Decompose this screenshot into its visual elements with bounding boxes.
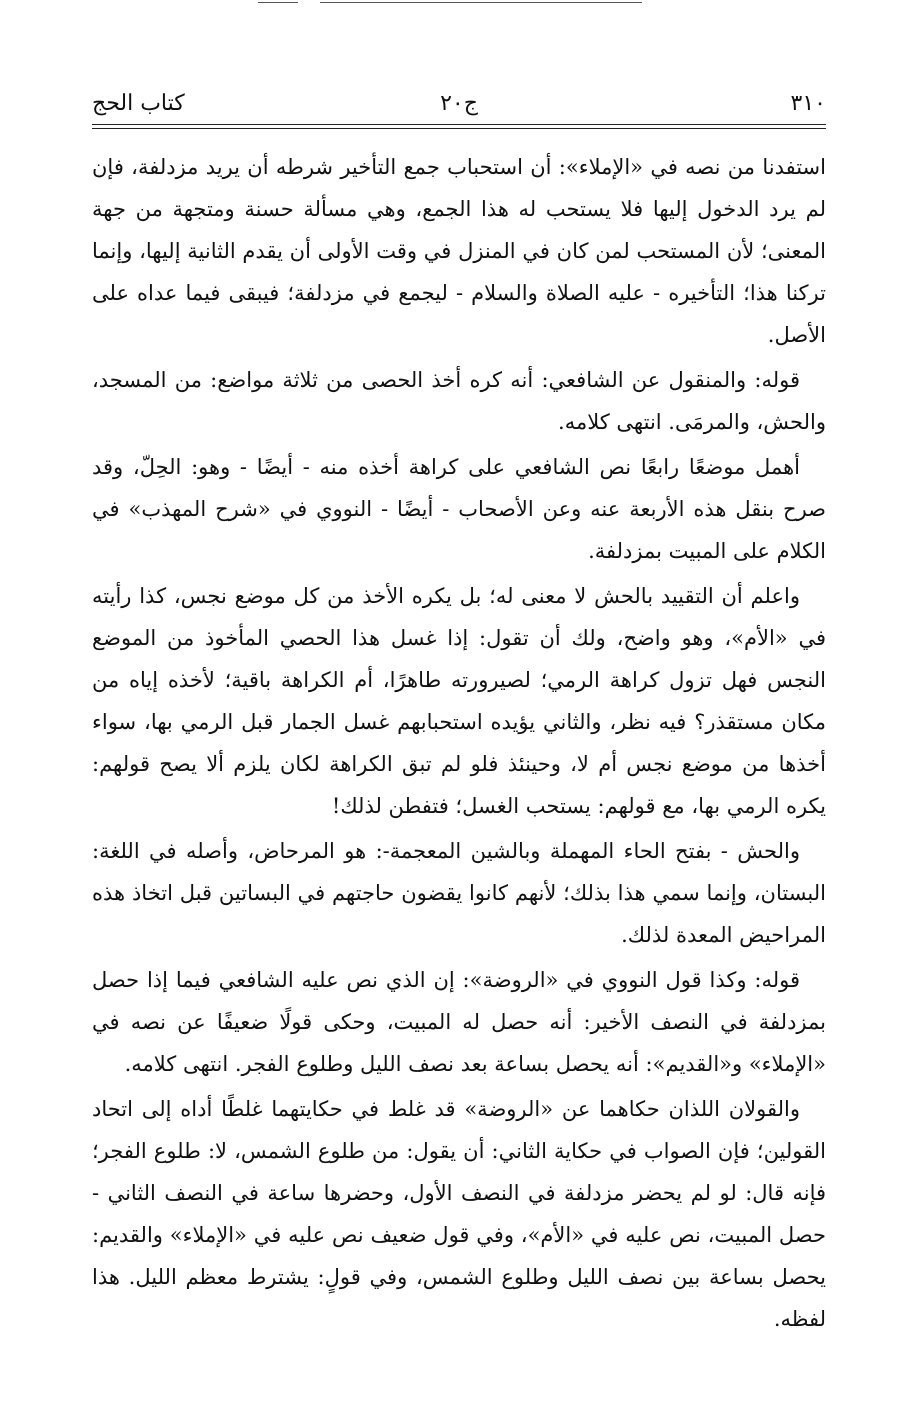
paragraph: واعلم أن التقييد بالحش لا معنى له؛ بل يكره الأخذ من كل موضع نجس، كذا رأيته في «الأم»، وهو واضح، ولك أن تقول: إذا غسل هذا الحصي المأخوذ من الموضع النجس فهل تزول كراهة الرمي؛ لصيرورته طاهرًا، أم الكراهة باقية؛ لأخذه إياه من مكان مستقذر؟ فيه نظر، والثاني يؤيده استحبابهم غسل الجمار قبل الرمي بها، سواء أخذها من موضع نجس أم لا، وحينئذ فلو لم تبق الكراهة لكان يلزم ألا يصح قولهم: يكره الرمي بها، مع قولهم: يستحب الغسل؛ فتفطن لذلك!: [92, 584, 826, 818]
paragraph: قوله: والمنقول عن الشافعي: أنه كره أخذ الحصى من ثلاثة مواضع: من المسجد، والحش، والمرمَى. انتهى كلامه.: [92, 368, 826, 434]
edge-mark: [320, 2, 642, 3]
paragraph: استفدنا من نصه في «الإملاء»: أن استحباب جمع التأخير شرطه أن يريد مزدلفة، فإن لم يرد الدخول إليها فلا يستحب له هذا الجمع، وهي مسألة حسنة ومتجهة من جهة المعنى؛ لأن المستحب لمن كان في المنزل في وقت الأولى أن يقدم الثانية إليها، وإنما تركنا هذا؛ التأخيره - عليه الصلاة والسلام - ليجمع في مزدلفة؛ فيبقى فيما عداه على الأصل.: [92, 155, 826, 347]
header-rule-top: [92, 124, 826, 125]
edge-mark: [258, 2, 298, 3]
paragraph: والحش - بفتح الحاء المهملة وبالشين المعجمة-: هو المرحاض، وأصله في اللغة: البستان، وإنما سمي هذا بذلك؛ لأنهم كانوا يقضون حاجتهم في البساتين قبل اتخاذ هذه المراحيض المعدة لذلك.: [92, 839, 826, 947]
page-header: [92, 82, 826, 126]
book-title: كتاب الحج: [92, 91, 185, 116]
page-number: ٣١٠: [790, 91, 826, 116]
top-edge-marks: [0, 0, 914, 10]
paragraph: أهمل موضعًا رابعًا نص الشافعي على كراهة أخذه منه - أيضًا - وهو: الحِلّ، وقد صرح بنقل هذه الأربعة عنه وعن الأصحاب - أيضًا - النووي في «شرح المهذب» في الكلام على المبيت بمزدلفة.: [92, 455, 826, 563]
page-body: [92, 146, 826, 1343]
paragraph: والقولان اللذان حكاهما عن «الروضة» قد غلط في حكايتهما غلطًا أداه إلى اتحاد القولين؛ فإن الصواب في حكاية الثاني: أن يقول: من طلوع الشمس، لا: طلوع الفجر؛ فإنه قال: لو لم يحضر مزدلفة في النصف الأول، وحضرها ساعة في النصف الثاني - حصل المبيت، نص عليه في «الأم»، وفي قول ضعيف نص عليه في «الإملاء» والقديم: يحصل بساعة بين نصف الليل وطلوع الشمس، وفي قولٍ: يشترط معظم الليل. هذا لفظه.: [92, 1097, 827, 1331]
volume-label: ج٢٠: [440, 91, 478, 116]
header-rule-bottom: [92, 128, 826, 129]
paragraph: قوله: وكذا قول النووي في «الروضة»: إن الذي نص عليه الشافعي فيما إذا حصل بمزدلفة في النصف الأخير: أنه حصل له المبيت، وحكى قولًا ضعيفًا عن نصه في «الإملاء» و«القديم»: أنه يحصل بساعة بعد نصف الليل وطلوع الفجر. انتهى كلامه.: [92, 968, 826, 1076]
